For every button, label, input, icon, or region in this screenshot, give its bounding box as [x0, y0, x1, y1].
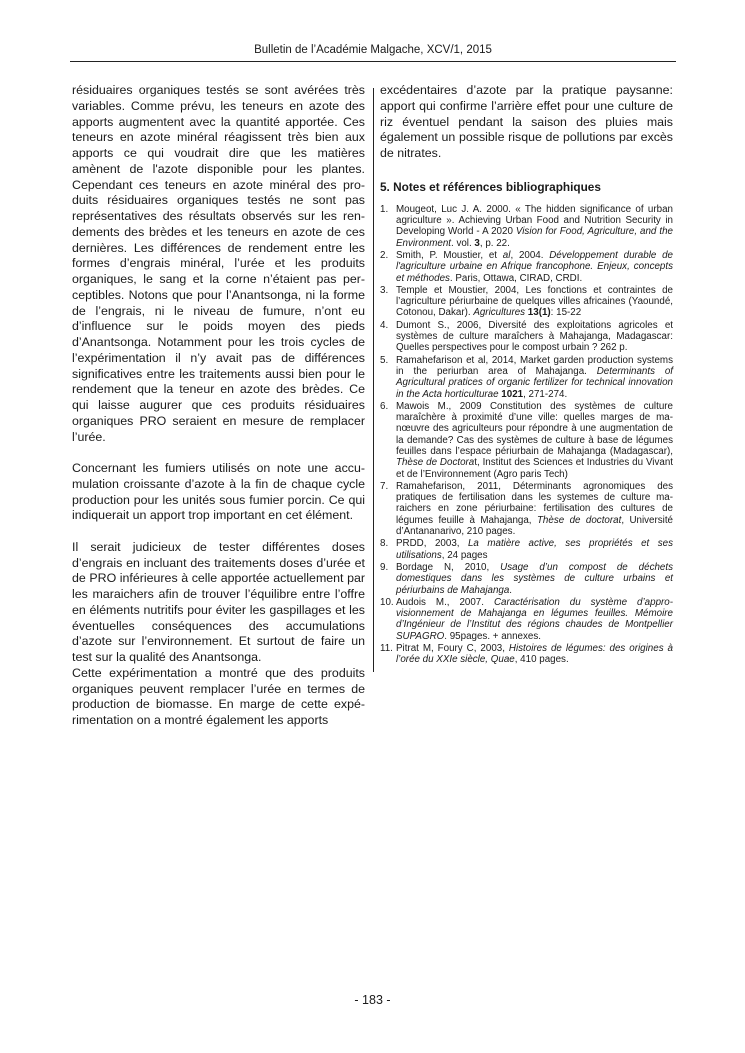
reference-text: La matière active, ses propriétés et ses utilisations — [396, 538, 673, 561]
column-divider — [373, 88, 374, 672]
paragraph: résiduaires organiques testés se sont avérées très variables. Comme prévu, les teneurs en azote des apports augmentent avec la quantité apportée. Ces teneurs en azote minéral réagissent très bien aux apports ce qui voudrait dire que les matières amènent de l'azote disponible pour les plantes. Cependant ces teneurs en azote minéral des produits résiduaires organiques testés ne sont pas représentatives des résultats observés sur les rendements des brèdes et les teneurs en azote de ces dernières. Les différences de rendement entre les formes d’engrais minéral, l’urée et les produits organiques, le sang et la corne n’étaient pas perceptibles. Notons que pour l’Anantsonga, ni la forme de l’engrais, ni le niveau de fumure, n’ont eu d’influence sur le poids moyen des pieds d’Anantsonga. Notamment pour les trois cycles de l’expérimentation il n’y avait pas de différences significatives entre les traitements aussi bien pour le rendement que la teneur en azote des brèdes. Ce qui laisse augurer que ces produits résiduaires organiques PRO seraient en mesure de remplacer l’urée. — [72, 83, 365, 444]
reference-item — [380, 355, 673, 400]
reference-text: , 2004. — [510, 249, 550, 261]
reference-item — [380, 643, 673, 666]
reference-text: Temple et Moustier, 2004, Les fonctions et contraintes de l’agriculture périurbaine de quelques villes africaines (Yaoundé, Cotonou, Dakar). — [396, 284, 673, 319]
section-title: 5. Notes et références bibliographiques — [380, 179, 601, 194]
reference-text: Determinants of Agricultural pratices of organic fertilizer for technical innovation in the Acta horticulturae — [396, 365, 673, 400]
reference-text: Audois M., 2007. — [396, 596, 494, 608]
paragraph: Cette expérimentation a montré que des produits organiques peuvent remplacer l’urée en termes de production de biomasse. En marge de cette expérimentation on a montré également les apports — [72, 665, 365, 727]
reference-number: 1. — [380, 203, 389, 215]
reference-text: Smith, P. Moustier, et — [396, 249, 503, 261]
reference-item — [380, 250, 673, 284]
reference-text: . vol. — [451, 237, 475, 249]
reference-text: Mougeot, Luc J. A. 2000. « The hidden significance of urban agriculture ». Achieving Urban Food and Nutrition Security in Developing World - A 2020 — [396, 203, 673, 238]
reference-text: Thèse de doctorat — [536, 514, 622, 526]
reference-item — [380, 285, 673, 319]
right-column — [380, 83, 673, 667]
reference-item — [380, 320, 673, 354]
running-header: Bulletin de l’Académie Malgache, XCV/1, 2015 — [254, 44, 492, 56]
reference-text: . — [509, 584, 513, 596]
reference-item — [380, 481, 673, 537]
reference-number: 2. — [380, 249, 389, 261]
reference-text: Bordage N, 2010, — [396, 561, 501, 573]
paragraph: Concernant les fumiers utilisés on note une accumulation croissante d’azote à la fin de chaque cycle production pour les unités sous fumier porcin. Ce qui indiquerait un apport trop important en cet élément. — [72, 461, 365, 523]
left-column — [72, 83, 365, 729]
reference-item — [380, 562, 673, 596]
reference-text: Pitrat M, Foury C, 2003, — [396, 643, 509, 655]
header-rule — [70, 61, 676, 62]
reference-text: al — [502, 249, 511, 261]
reference-number: 8. — [380, 538, 389, 550]
reference-item — [380, 597, 673, 642]
reference-text: Ramahefarison et al, 2014, Market garden production systems in the periurban area of Mahajanga. — [396, 354, 673, 377]
reference-list — [380, 204, 673, 666]
reference-item — [380, 401, 673, 480]
reference-text: 1021 — [501, 388, 524, 400]
reference-text: Thèse de Doctora — [396, 457, 475, 469]
reference-text: Dumont S., 2006, Diversité des exploitations agricoles et systèmes de culture maraîchers à Mahajanga, Madagascar: Quelles perspectives pour le compost urbain ? 262 p. — [396, 319, 673, 354]
reference-text: Agricultures — [473, 307, 526, 319]
reference-text: , 271-274. — [523, 388, 568, 400]
reference-text: t, Institut des Sciences et Industries du Vivant et de l’Environnement (Agro paris Tech) — [396, 457, 673, 480]
reference-number: 9. — [380, 561, 389, 573]
reference-text: , 24 pages — [441, 549, 488, 561]
reference-number: 6. — [380, 400, 389, 412]
reference-text: Histoires de légumes: des origines à l’orée du XXIe siècle, Quae — [396, 643, 674, 666]
reference-item — [380, 204, 673, 249]
reference-text: Usage d’un compost de déchets domestiques dans les systèmes de culture urbains et périurbains de Mahajanga — [396, 561, 673, 596]
reference-number: 11. — [380, 643, 393, 655]
reference-text: Vision for Food, Agriculture, and the Environment — [396, 226, 673, 249]
reference-number: 4. — [380, 319, 389, 331]
reference-text: , p. 22. — [479, 237, 510, 249]
reference-text: 13(1) — [527, 307, 551, 319]
reference-text: Développement durable de l'agriculture urbaine en Afrique francophone. Enjeux, concepts et méthodes — [396, 249, 673, 284]
reference-text: Ramahefarison, 2011, Déterminants agronomiques des pratiques de fertilisation dans les systemes de culture maraichers en zone périurbaine: fertilisation des cultures de légumes feuille à Mahajanga, — [396, 480, 673, 526]
reference-text: , 410 pages. — [514, 654, 569, 666]
reference-text: . 95pages. + annexes. — [444, 630, 541, 642]
reference-item — [380, 538, 673, 561]
reference-number: 3. — [380, 284, 389, 296]
reference-text: . Paris, Ottawa, CIRAD, CRDI. — [449, 272, 583, 284]
reference-text: Caractérisation du système d’approvisionnement de Mahajanga en légumes feuilles. Mémoire d’Ingénieur de l’Institut des régions chaudes de Montpellier SUPAGRO — [396, 596, 673, 642]
reference-number: 7. — [380, 480, 389, 492]
reference-text: PRDD, 2003, — [396, 538, 468, 550]
reference-text: : 15-22 — [550, 307, 582, 319]
paragraph: Il serait judicieux de tester différentes doses d’engrais en incluant des traitements doses d’urée et de PRO inférieures à celle apportée actuellement par les maraichers afin de trouver l’équilibre entre l’offre en éléments nutritifs pour éviter les gaspillages et les éventuelles conséquences des accumulations d’azote sur l’environnement. Et surtout de faire un test sur la qualité des Anantsonga. — [72, 539, 365, 664]
reference-text: 3 — [474, 237, 480, 249]
reference-text: Mawois M., 2009 Constitution des systèmes de culture maraîchère à proximité d’une ville: quelles marges de manœuvre des agriculteurs pour répondre à une augmentation de la demande? Cas des systèmes de culture à base de légumes feuilles dans l’espace périurbain de Mahajanga (Madagascar), — [396, 400, 673, 457]
paragraph: excédentaires d’azote par la pratique paysanne: apport qui confirme l’arrière effet pour une culture de riz éventuel pendant la saison des pluies mais également un possible risque de pollutions par excès de nitrates. — [380, 83, 673, 160]
reference-number: 10. — [380, 596, 394, 608]
reference-text: , Université d’Antananarivo, 210 pages. — [396, 514, 674, 538]
reference-number: 5. — [380, 354, 389, 366]
page-number: - 183 - — [354, 993, 391, 1007]
